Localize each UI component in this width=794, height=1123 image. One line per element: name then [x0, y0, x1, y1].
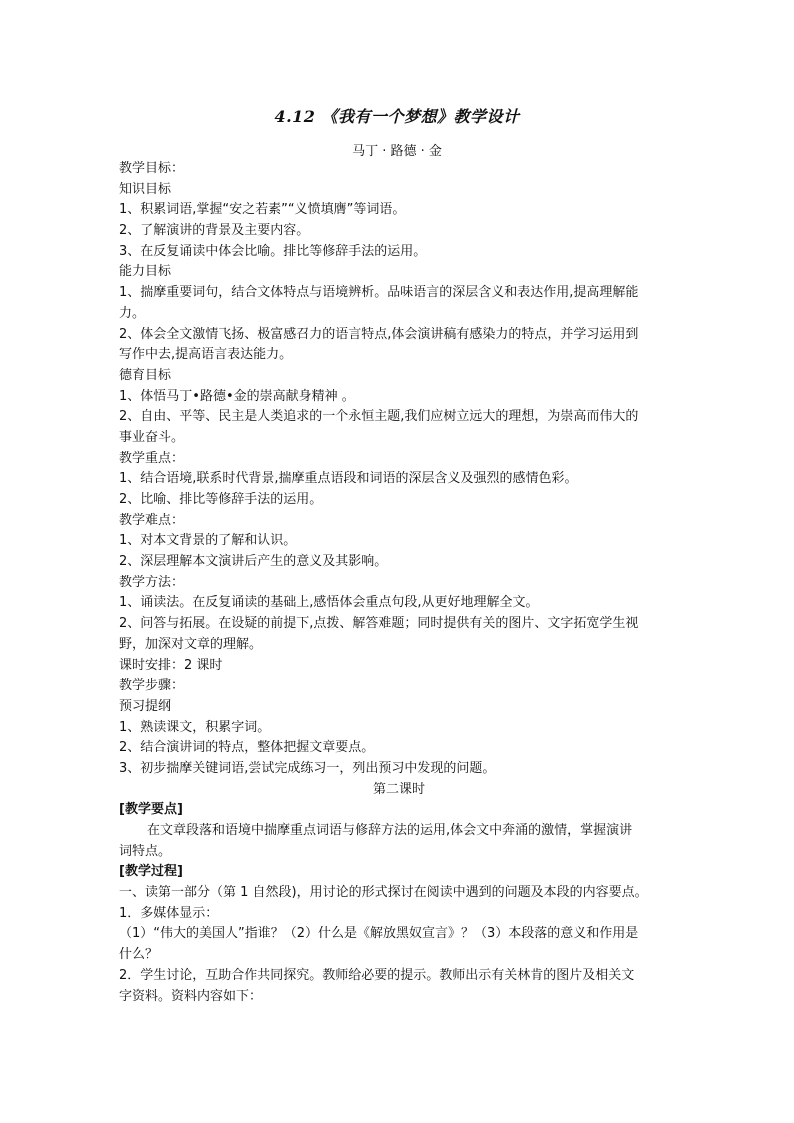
process-questions-line-1: （1）“伟大的美国人”指谁？（2）什么是《解放黑奴宣言》？（3）本段落的意义和作用是 [119, 926, 639, 942]
process-discussion-line-1: 2．学生讨论，互助合作共同探究。教师给必要的提示。教师出示有关林肯的图片及相关文 [119, 967, 635, 983]
moral-goal-2-line-2: 事业奋斗。 [119, 429, 185, 445]
heading-second-lesson: 第二课时 [372, 781, 425, 797]
moral-goal-1: 1、体悟马丁•路德•金的崇高献身精神 。 [119, 388, 355, 404]
process-discussion-line-2: 字资料。资料内容如下： [119, 988, 263, 1004]
lesson-points-line-1: 在文章段落和语境中揣摩重点词语与修辞方法的运用,体会文中奔涌的激情，掌握演讲 [147, 823, 633, 838]
key-point-1: 1、结合语境,联系时代背景,揣摩重点语段和词语的深层含义及强烈的感情色彩。 [119, 471, 578, 487]
heading-knowledge-goals: 知识目标 [119, 181, 172, 197]
document-body [119, 159, 679, 1007]
document-author: 马丁 · 路德 · 金 [352, 144, 442, 159]
ability-goal-2-line-2: 写作中去,提高语言表达能力。 [119, 347, 293, 363]
heading-difficulties: 教学难点： [119, 512, 185, 528]
heading-lesson-points: [教学要点] [119, 802, 183, 818]
preview-2: 2、结合演讲词的特点，整体把握文章要点。 [119, 740, 375, 756]
preview-3: 3、初步揣摩关键词语,尝试完成练习一，列出预习中发现的问题。 [119, 760, 496, 776]
knowledge-goal-2: 2、了解演讲的背景及主要内容。 [119, 223, 310, 239]
heading-moral-goals: 德育目标 [119, 367, 172, 383]
knowledge-goal-1: 1、积累词语,掌握“安之若素”“义愤填膺”等词语。 [119, 202, 406, 218]
heading-lesson-process: [教学过程] [119, 864, 183, 880]
ability-goal-2-line-1: 2、体会全文激情飞扬、极富感召力的语言特点,体会演讲稿有感染力的特点，并学习运用到 [119, 326, 639, 342]
heading-teaching-goals: 教学目标： [119, 161, 185, 176]
key-point-2: 2、比喻、排比等修辞手法的运用。 [119, 492, 323, 507]
method-2-line-2: 野，加深对文章的理解。 [119, 636, 263, 652]
method-2-line-1: 2、问答与拓展。在设疑的前提下,点拨、解答难题；同时提供有关的图片、文字拓宽学生视 [119, 616, 639, 632]
method-1: 1、诵读法。在反复诵读的基础上,感悟体会重点句段,从更好地理解全文。 [119, 595, 539, 611]
heading-preview: 预习提纲 [119, 698, 172, 714]
lesson-points-line-2: 词特点。 [119, 843, 172, 859]
ability-goal-1-line-1: 1、揣摩重要词句，结合文体特点与语境辨析。品味语言的深层含义和表达作用,提高理解能 [119, 285, 639, 301]
heading-key-points: 教学重点： [119, 450, 185, 466]
process-multimedia: 1．多媒体显示： [119, 905, 219, 921]
heading-methods: 教学方法： [119, 574, 185, 590]
difficulty-2: 2、深层理解本文演讲后产生的意义及其影响。 [119, 554, 388, 570]
document-title: 4.12 《我有一个梦想》教学设计 [274, 107, 520, 126]
process-step-1: 一、读第一部分（第 1 自然段)，用讨论的形式探讨在阅读中遇到的问题及本段的内容要点。 [119, 885, 648, 901]
heading-steps: 教学步骤： [119, 678, 185, 694]
heading-ability-goals: 能力目标 [119, 264, 172, 280]
process-questions-line-2: 什么？ [119, 947, 159, 963]
class-hours: 课时安排：2 课时 [119, 657, 223, 673]
moral-goal-2-line-1: 2、自由、平等、民主是人类追求的一个永恒主题,我们应树立远大的理想，为崇高而伟大的 [119, 409, 639, 425]
ability-goal-1-line-2: 力。 [119, 305, 146, 321]
difficulty-1: 1、对本文背景的了解和认识。 [119, 533, 297, 549]
preview-1: 1、熟读课文，积累字词。 [119, 719, 271, 735]
knowledge-goal-3: 3、在反复诵读中体会比喻。排比等修辞手法的运用。 [119, 243, 427, 259]
